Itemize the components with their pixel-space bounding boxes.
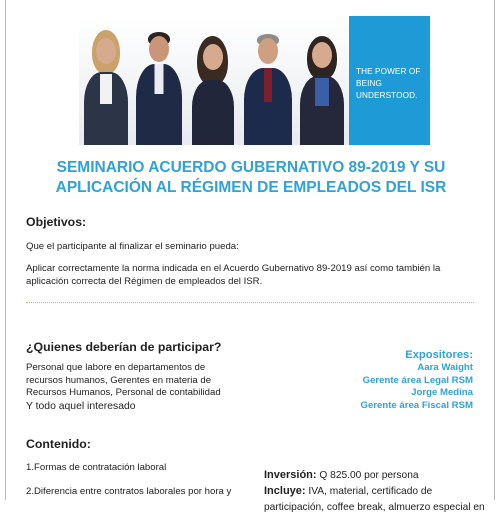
participants-line-2: recursos humanos, Gerentes en materia de [26, 374, 212, 386]
brand-panel [349, 16, 430, 145]
pricing-block [264, 469, 485, 514]
speaker-photo-4 [240, 16, 295, 145]
seminar-title [20, 158, 482, 198]
objectives-body [26, 263, 481, 288]
participants-body [26, 362, 221, 413]
tagline-line-2: BEING UNDERSTOOD. [356, 79, 418, 100]
hero-banner [79, 16, 430, 145]
objectives-body-line-1: Aplicar correctamente la norma indicada en el Acuerdo Gubernativo 89-2019 así como también la [26, 263, 441, 274]
participants-line-1: Personal que labore en departamentos de [26, 362, 206, 373]
investment-label: Inversión: [264, 469, 317, 481]
speakers-block [360, 349, 473, 412]
speaker-role-1: Gerente área Legal RSM [362, 374, 473, 386]
speaker-photo-1 [79, 16, 133, 145]
speaker-photo-2 [133, 16, 185, 145]
speaker-name-2: Jorge Medina [411, 387, 473, 398]
content-item-2: 2.Diferencia entre contratos laborales por hora y [26, 486, 232, 497]
speaker-photo-5 [295, 16, 349, 145]
includes-value: IVA, material, certificado de [305, 486, 433, 497]
content-item-1: 1.Formas de contratación laboral [26, 462, 167, 473]
title-line-2: APLICACIÓN AL RÉGIMEN DE EMPLEADOS DEL ISR [55, 179, 447, 196]
title-line-1: SEMINARIO ACUERDO GUBERNATIVO 89-2019 Y SU [56, 159, 446, 176]
speaker-photo-3 [185, 16, 240, 145]
objectives-heading: Objetivos: [26, 215, 87, 229]
speaker-name-1: Aara Waight [417, 362, 473, 373]
brand-tagline [356, 66, 430, 102]
objectives-intro: Que el participante al finalizar el seminario pueda: [26, 241, 239, 252]
investment-value: Q 825.00 por persona [316, 470, 419, 481]
includes-label: Incluye: [264, 485, 306, 497]
participants-line-4: Y todo aquel interesado [26, 400, 136, 412]
includes-continuation: participación, coffee break, almuerzo especial en [264, 502, 485, 513]
objectives-body-line-2: aplicación correcta del Régimen de empleados del ISR. [26, 275, 263, 287]
investment-line [264, 469, 485, 482]
speaker-role-2: Gerente área Fiscal RSM [360, 399, 473, 411]
participants-line-3: Recursos Humanos, Personal de contabilidad [26, 387, 221, 398]
section-divider [26, 302, 474, 303]
speakers-label: Expositores: [405, 349, 473, 361]
participants-heading: ¿Quienes deberían de participar? [26, 340, 222, 354]
flyer-page [5, 0, 495, 513]
tagline-line-1: THE POWER OF [356, 67, 421, 76]
includes-line [264, 485, 485, 498]
content-heading: Contenido: [26, 437, 91, 451]
